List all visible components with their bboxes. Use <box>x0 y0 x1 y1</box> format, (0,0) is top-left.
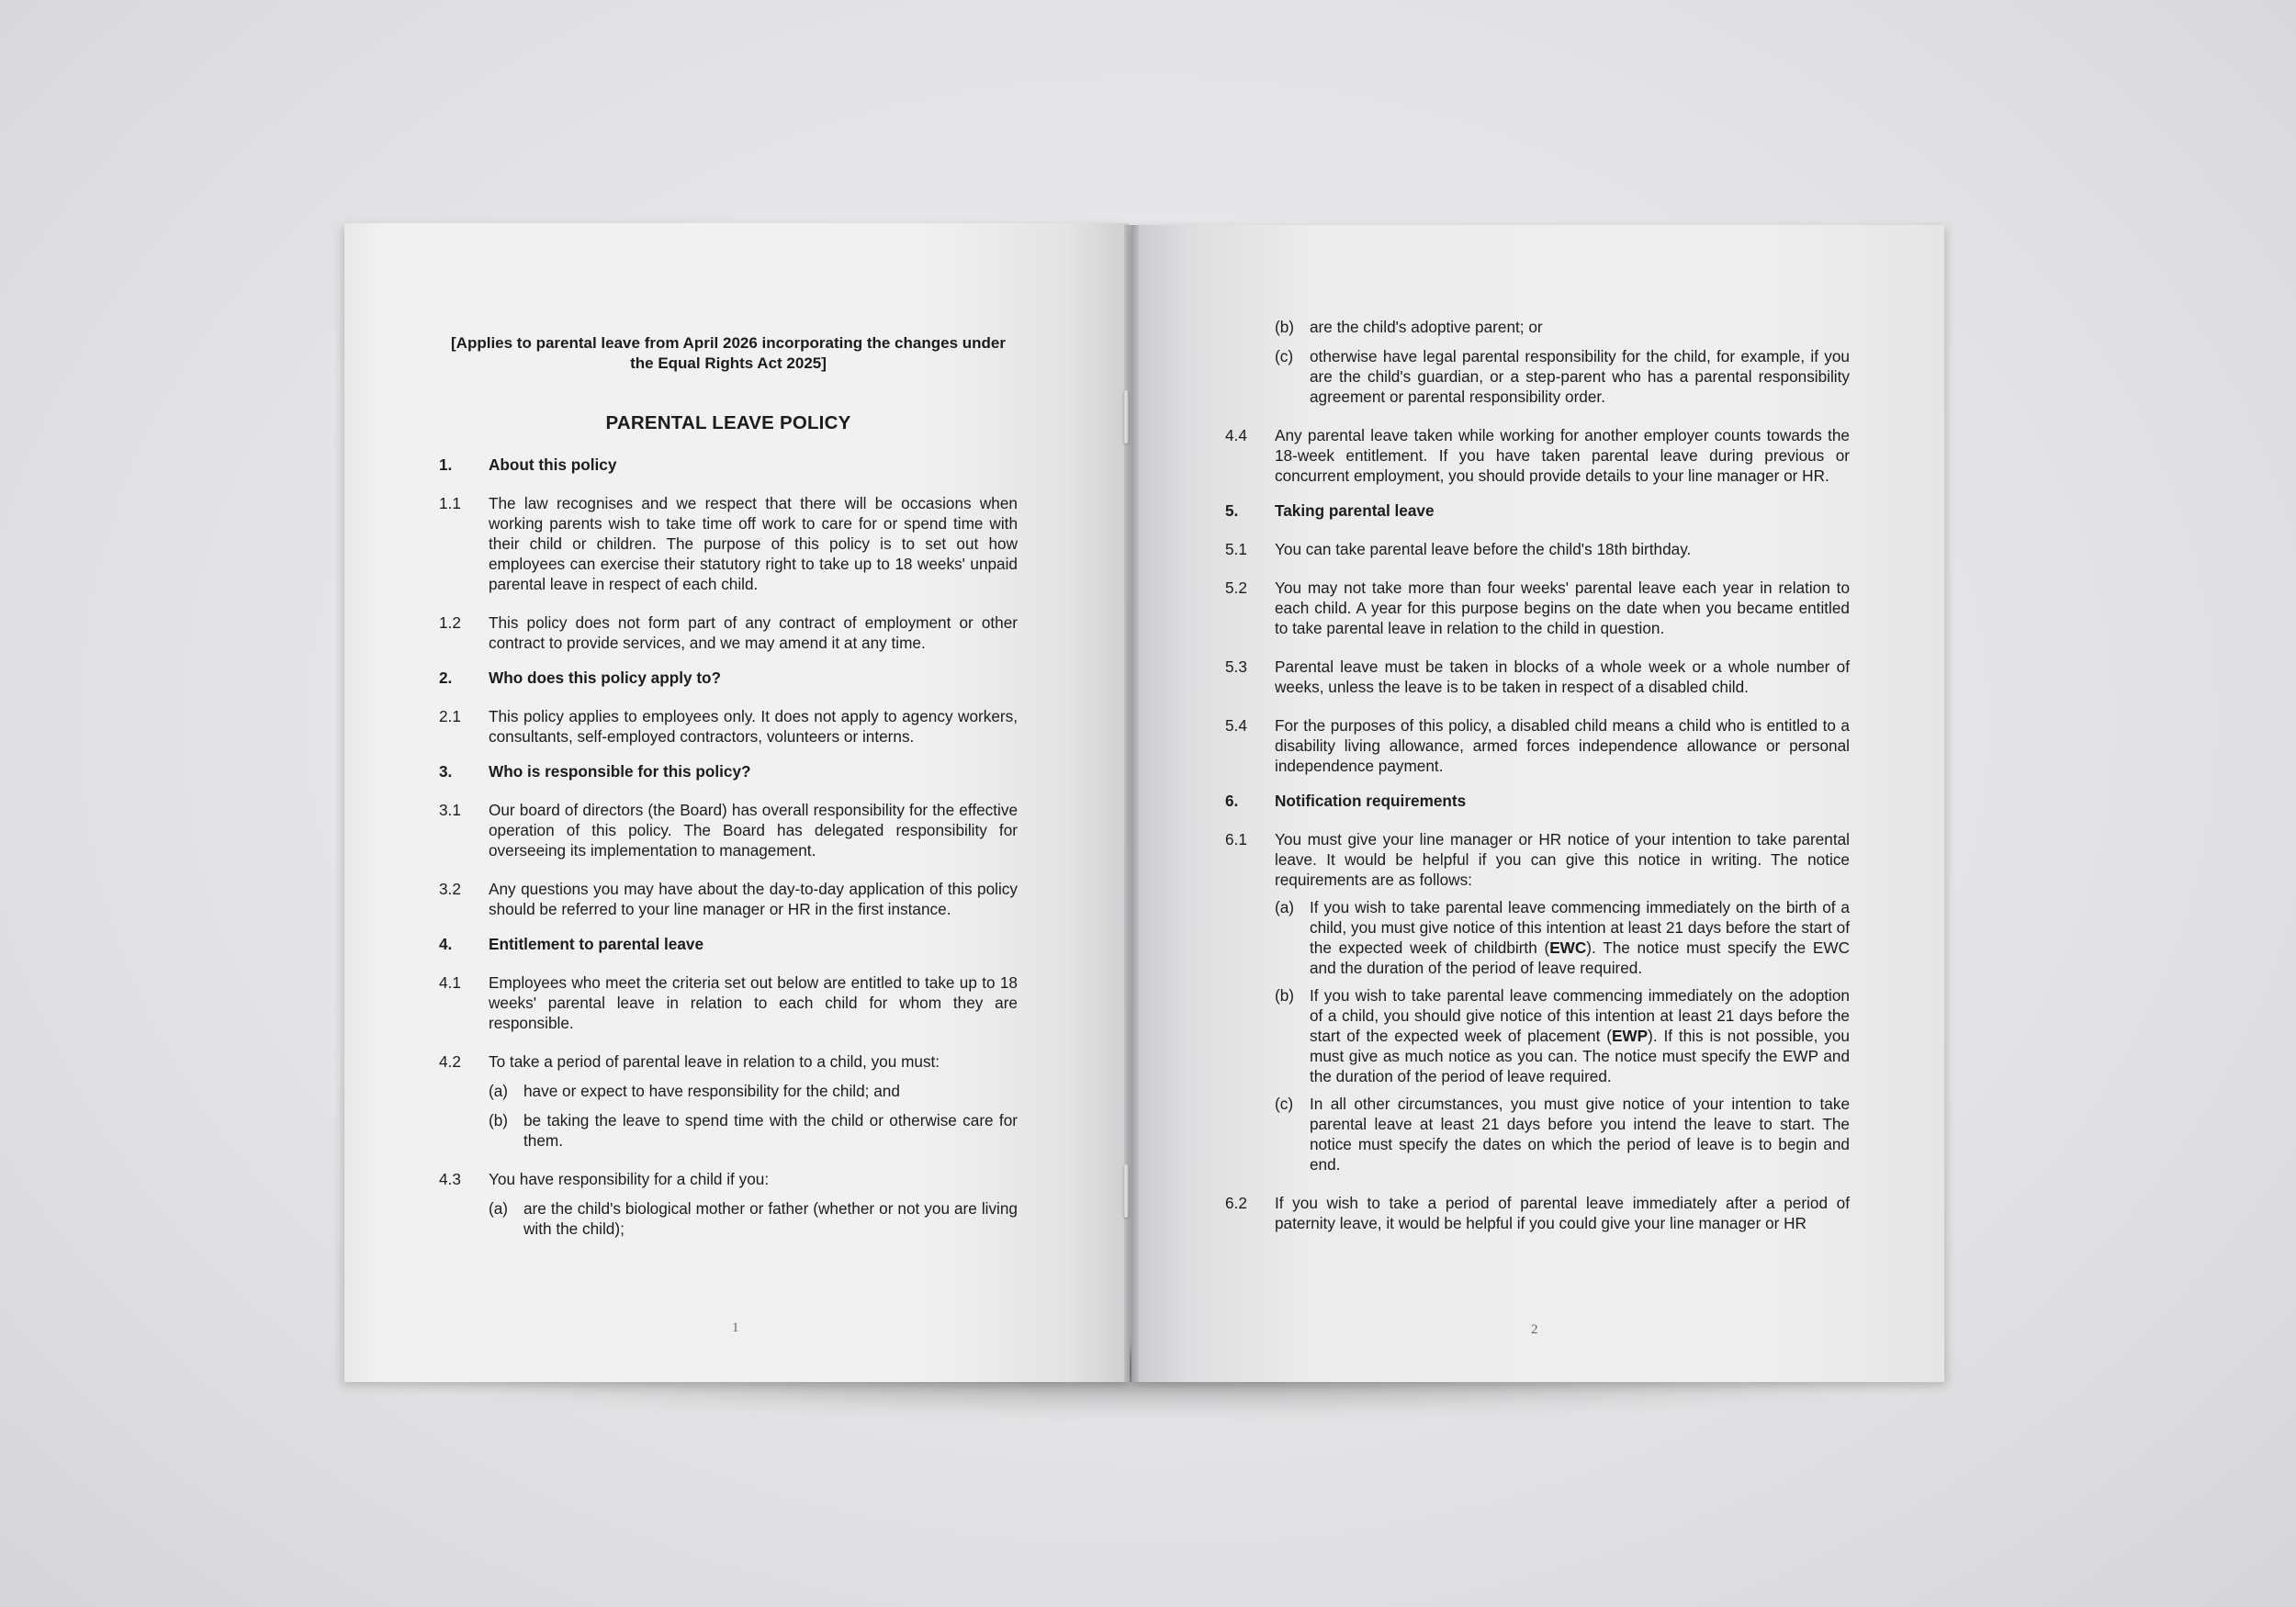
clause-4-3-a <box>489 1198 1018 1239</box>
section-number: 6. <box>1225 792 1239 810</box>
clause-6-2 <box>1225 1193 1850 1233</box>
document-title: PARENTAL LEAVE POLICY <box>605 412 851 433</box>
section-title: Notification requirements <box>1275 792 1467 810</box>
sub-clause-label: (b) <box>1275 986 1295 1005</box>
sub-clause-label: (b) <box>489 1111 509 1129</box>
clause-number: 3.2 <box>439 880 461 898</box>
sub-clause-pre: If you wish to take parental leave commencing immediately on the adoption of a child, you should give notice of this intention at least 21 days before the start of the expected week of placement ( <box>1310 986 1850 1045</box>
clause-text: To take a period of parental leave in relation to a child, you must: <box>489 1052 940 1071</box>
clause-number: 5.3 <box>1225 657 1247 676</box>
clause-4-2-a <box>489 1081 1018 1101</box>
section-number: 5. <box>1225 501 1239 520</box>
sub-clause-body: are the child's biological mother or father (whether or not you are living with the child) <box>523 1199 1018 1238</box>
sub-clause-label: (c) <box>1275 347 1294 365</box>
sub-clause-label: (a) <box>1275 898 1295 916</box>
clause-number: 4.4 <box>1225 426 1247 444</box>
clause-number: 4.1 <box>439 973 461 992</box>
clause-4-3 <box>439 1169 1018 1189</box>
left-page-content <box>439 333 1018 1239</box>
clause-3-2 <box>439 879 1018 919</box>
defined-term-ewp: EWP <box>1611 1027 1649 1045</box>
clause-number: 2.1 <box>439 707 461 725</box>
sub-clause-post: ). The notice must specify the EWC and the duration of the period of leave required. <box>1310 938 1850 977</box>
section-number: 3. <box>439 762 453 781</box>
section-3-heading <box>439 761 1018 781</box>
clause-text: Any questions you may have about the day-to-day application of this policy should be referred to your line manager or HR in the first instance. <box>489 880 1018 918</box>
section-title: Who is responsible for this policy? <box>489 762 751 781</box>
page-number-right: 2 <box>1531 1322 1538 1337</box>
sub-clause-pre: If you wish to take parental leave commencing immediately on the birth of a child, you must give notice of this intention at least 21 days before the start of the expected week of childbirth ( <box>1310 898 1850 957</box>
clause-3-1 <box>439 800 1018 860</box>
sub-clause-label: (a) <box>489 1199 509 1218</box>
clause-1-2 <box>439 612 1018 653</box>
clause-1-1 <box>439 493 1018 594</box>
clause-5-1 <box>1225 539 1850 559</box>
sub-clause-text: have or expect to have responsibility for the child; and <box>523 1082 900 1100</box>
sub-clause-tail: ; <box>620 1219 625 1238</box>
clause-text: This policy applies to employees only. It does not apply to agency workers, consultants, self-employed contractors, volunteers or interns. <box>489 707 1018 746</box>
clause-text: For the purposes of this policy, a disabled child means a child who is entitled to a disability living allowance, armed forces independence allowance or personal independence payment. <box>1275 716 1850 775</box>
clause-number: 1.1 <box>439 494 461 512</box>
clause-text: Any parental leave taken while working for another employer counts towards the 18-week entitlement. If you have taken parental leave during previous or concurrent employment, you should provide details to your line manager or HR. <box>1275 426 1850 485</box>
right-page <box>1131 225 1944 1382</box>
clause-number: 5.2 <box>1225 579 1247 597</box>
clause-number: 6.2 <box>1225 1194 1247 1212</box>
clause-4-2 <box>439 1051 1018 1072</box>
clause-5-3 <box>1225 657 1850 697</box>
sub-clause-label: (a) <box>489 1082 509 1100</box>
clause-number: 3.1 <box>439 801 461 819</box>
section-1-heading <box>439 455 1018 475</box>
clause-text: Our board of directors (the Board) has overall responsibility for the effective operation of this policy. The Board has delegated responsibility for overseeing its implementation to management. <box>489 801 1018 860</box>
section-5-heading <box>1225 500 1850 521</box>
sub-clause-text: are the child's adoptive parent; or <box>1310 318 1543 336</box>
sub-clause-text: be taking the leave to spend time with the child or otherwise care for them. <box>523 1111 1018 1150</box>
page-number-left: 1 <box>732 1320 739 1335</box>
clause-4-3-b <box>1275 317 1850 337</box>
clause-text: The law recognises and we respect that there will be occasions when working parents wish to take time off work to care for or spend time with their child or children. The purpose of this policy is to set out how employees can exercise their statutory right to take up to 18 weeks' unpaid parental leave in respect of each child. <box>489 494 1018 593</box>
sub-clause-text <box>1310 985 1850 1086</box>
section-title: Who does this policy apply to? <box>489 669 722 687</box>
section-number: 2. <box>439 669 453 687</box>
left-page <box>344 223 1130 1382</box>
right-page-content <box>1225 317 1850 1233</box>
section-title: Taking parental leave <box>1275 501 1435 520</box>
sub-clause-label: (c) <box>1275 1095 1294 1113</box>
section-2-heading <box>439 668 1018 688</box>
clause-text: Employees who meet the criteria set out below are entitled to take up to 18 weeks' parental leave in relation to each child for whom they are responsible. <box>489 973 1018 1032</box>
clause-text: You must give your line manager or HR notice of your intention to take parental leave. It would be helpful if you can give this notice in writing. The notice requirements are as follows: <box>1275 830 1850 889</box>
sub-clause-label: (b) <box>1275 318 1295 336</box>
clause-text: You can take parental leave before the child's 18th birthday. <box>1275 540 1692 558</box>
clause-text: This policy does not form part of any contract of employment or other contract to provide services, and we may amend it at any time. <box>489 613 1018 652</box>
sub-clause-text: otherwise have legal parental responsibility for the child, for example, if you are the child's guardian, or a step-parent who has a parental responsibility agreement or parental responsibility order. <box>1310 347 1850 406</box>
clause-2-1 <box>439 706 1018 747</box>
clause-number: 4.3 <box>439 1170 461 1188</box>
clause-number: 5.4 <box>1225 716 1247 735</box>
section-number: 4. <box>439 935 453 953</box>
clause-text: Parental leave must be taken in blocks of a whole week or a whole number of weeks, unless the leave is to be taken in respect of a disabled child. <box>1275 657 1850 696</box>
sub-clause-text <box>523 1198 1018 1239</box>
clause-5-2 <box>1225 578 1850 638</box>
clause-number: 4.2 <box>439 1052 461 1071</box>
clause-4-4 <box>1225 425 1850 486</box>
clause-4-2-b <box>489 1110 1018 1151</box>
clause-5-4 <box>1225 715 1850 776</box>
section-title: Entitlement to parental leave <box>489 935 704 953</box>
clause-number: 5.1 <box>1225 540 1247 558</box>
sub-clause-post: ). If this is not possible, you must give as much notice as you can. The notice must specify the EWP and the duration of the period of leave required. <box>1310 1027 1850 1085</box>
section-6-heading <box>1225 791 1850 811</box>
clause-6-1-b <box>1275 985 1850 1086</box>
defined-term-ewc: EWC <box>1549 938 1587 957</box>
staple-bottom <box>1123 1164 1129 1218</box>
clause-4-3-c <box>1275 346 1850 407</box>
clause-number: 1.2 <box>439 613 461 632</box>
preamble: [Applies to parental leave from April 2026 incorporating the changes under the Equal Rights Act 2025] <box>451 334 1006 372</box>
sub-clause-text <box>1310 897 1850 978</box>
clause-number: 6.1 <box>1225 830 1247 848</box>
sub-clause-text: In all other circumstances, you must give notice of your intention to take parental leave at least 21 days before you intend the leave to start. The notice must specify the dates on which the period of leave is to begin and end. <box>1310 1095 1850 1174</box>
clause-4-1 <box>439 972 1018 1033</box>
clause-text: If you wish to take a period of parental leave immediately after a period of paternity leave, it would be helpful if you could give your line manager or HR <box>1275 1194 1850 1232</box>
section-title: About this policy <box>489 455 617 474</box>
clause-6-1-a <box>1275 897 1850 978</box>
clause-text: You have responsibility for a child if you: <box>489 1170 770 1188</box>
clause-6-1-c <box>1275 1094 1850 1174</box>
clause-6-1 <box>1225 829 1850 890</box>
clause-text: You may not take more than four weeks' parental leave each year in relation to each child. A year for this purpose begins on the date when you became entitled to take parental leave in relation to the child in question. <box>1275 579 1850 637</box>
staple-top <box>1123 390 1129 444</box>
section-4-heading <box>439 934 1018 954</box>
section-number: 1. <box>439 455 453 474</box>
